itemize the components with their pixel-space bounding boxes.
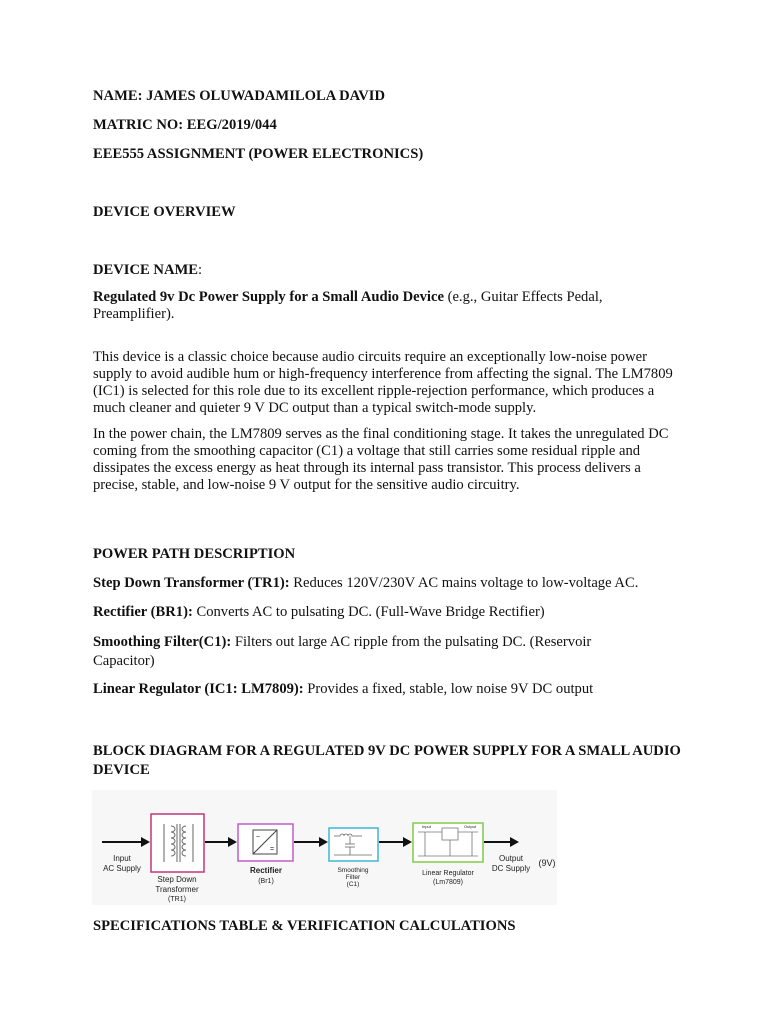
device-title-bold: Regulated 9v Dc Power Supply for a Small Audio Device xyxy=(93,289,444,305)
transformer-label-line1: Step Down xyxy=(157,875,197,884)
power-path-item xyxy=(93,681,683,698)
overview-paragraph-2: In the power chain, the LM7809 serves as the final conditioning stage. It takes the unregulated DC coming from the smoothing capacitor (C1) a voltage that still carries some residual ripple and dissipates the excess energy as heat through its internal pass transistor. This process delivers a precise, stable, and low-noise 9 V output for the sensitive audio circuitry. xyxy=(93,426,669,493)
course-title: EEE555 ASSIGNMENT (POWER ELECTRONICS) xyxy=(93,146,424,162)
power-path-heading: POWER PATH DESCRIPTION xyxy=(93,546,296,562)
device-name-line xyxy=(93,262,202,279)
regulator-ref: (Lm7809) xyxy=(433,879,463,886)
power-path-term: Linear Regulator (IC1: LM7809): xyxy=(93,681,304,697)
regulator-label: Linear Regulator xyxy=(422,870,474,877)
regulator-input-tag: Input xyxy=(422,824,431,829)
output-label-line2: DC Supply xyxy=(491,864,531,873)
rectifier-dc-symbol: = xyxy=(269,846,275,853)
filter-label-line2: Filter xyxy=(345,874,361,881)
device-overview-heading: DEVICE OVERVIEW xyxy=(93,204,236,220)
output-label-line1: Output xyxy=(498,854,524,863)
power-path-term: Smoothing Filter(C1): xyxy=(93,634,232,650)
device-title-examples: (e.g., Guitar Effects Pedal, Preamplifier). xyxy=(93,289,603,322)
block-diagram-heading: BLOCK DIAGRAM FOR A REGULATED 9V DC POWER SUPPLY FOR A SMALL AUDIO DEVICE xyxy=(93,743,681,778)
power-path-term: Step Down Transformer (TR1): xyxy=(93,575,290,591)
transformer-ref: (TR1) xyxy=(168,896,186,903)
input-label-line1: Input xyxy=(113,854,131,863)
regulator-block xyxy=(413,823,483,886)
input-label-line2: AC Supply xyxy=(103,864,141,873)
transformer-block xyxy=(151,814,204,903)
power-path-item xyxy=(93,575,683,592)
power-path-desc: Filters out large AC ripple from the pulsating DC. (Reservoir Capacitor) xyxy=(93,634,592,669)
filter-ref: (C1) xyxy=(346,881,360,888)
power-path-desc: Provides a fixed, stable, low noise 9V DC output xyxy=(303,681,594,697)
block-diagram xyxy=(92,790,557,905)
power-path-item xyxy=(93,604,683,621)
output-voltage-label: (9V) xyxy=(538,858,556,868)
student-name: NAME: JAMES OLUWADAMILOLA DAVID xyxy=(93,88,386,104)
rectifier-ac-symbol: ~ xyxy=(255,834,261,841)
power-path-desc: Reduces 120V/230V AC mains voltage to low-voltage AC. xyxy=(289,575,639,591)
device-title xyxy=(93,289,683,323)
overview-paragraph-1: This device is a classic choice because audio circuits require an exceptionally low-noise power supply to avoid audible hum or high-frequency interference from affecting the signal. The LM7809 (IC1) is selected for this role due to its excellent ripple-rejection performance, which produces a much cleaner and quieter 9 V DC output than a typical switch-mode supply. xyxy=(93,349,673,416)
matric-number: MATRIC NO: EEG/2019/044 xyxy=(93,117,277,133)
rectifier-label: Rectifier xyxy=(249,866,283,875)
rectifier-ref: (Br1) xyxy=(258,878,274,885)
device-name-label: DEVICE NAME xyxy=(93,262,198,278)
power-path-item xyxy=(93,633,653,671)
power-path-desc: Converts AC to pulsating DC. (Full-Wave Bridge Rectifier) xyxy=(192,604,545,620)
device-name-colon: : xyxy=(198,262,203,278)
regulator-output-tag: Output xyxy=(464,824,477,829)
filter-box xyxy=(329,828,378,861)
transformer-label-line2: Transformer xyxy=(155,885,199,894)
specs-heading: SPECIFICATIONS TABLE & VERIFICATION CALCULATIONS xyxy=(93,918,516,934)
filter-label-line1: Smoothing xyxy=(337,867,369,874)
power-path-term: Rectifier (BR1): xyxy=(93,604,193,620)
